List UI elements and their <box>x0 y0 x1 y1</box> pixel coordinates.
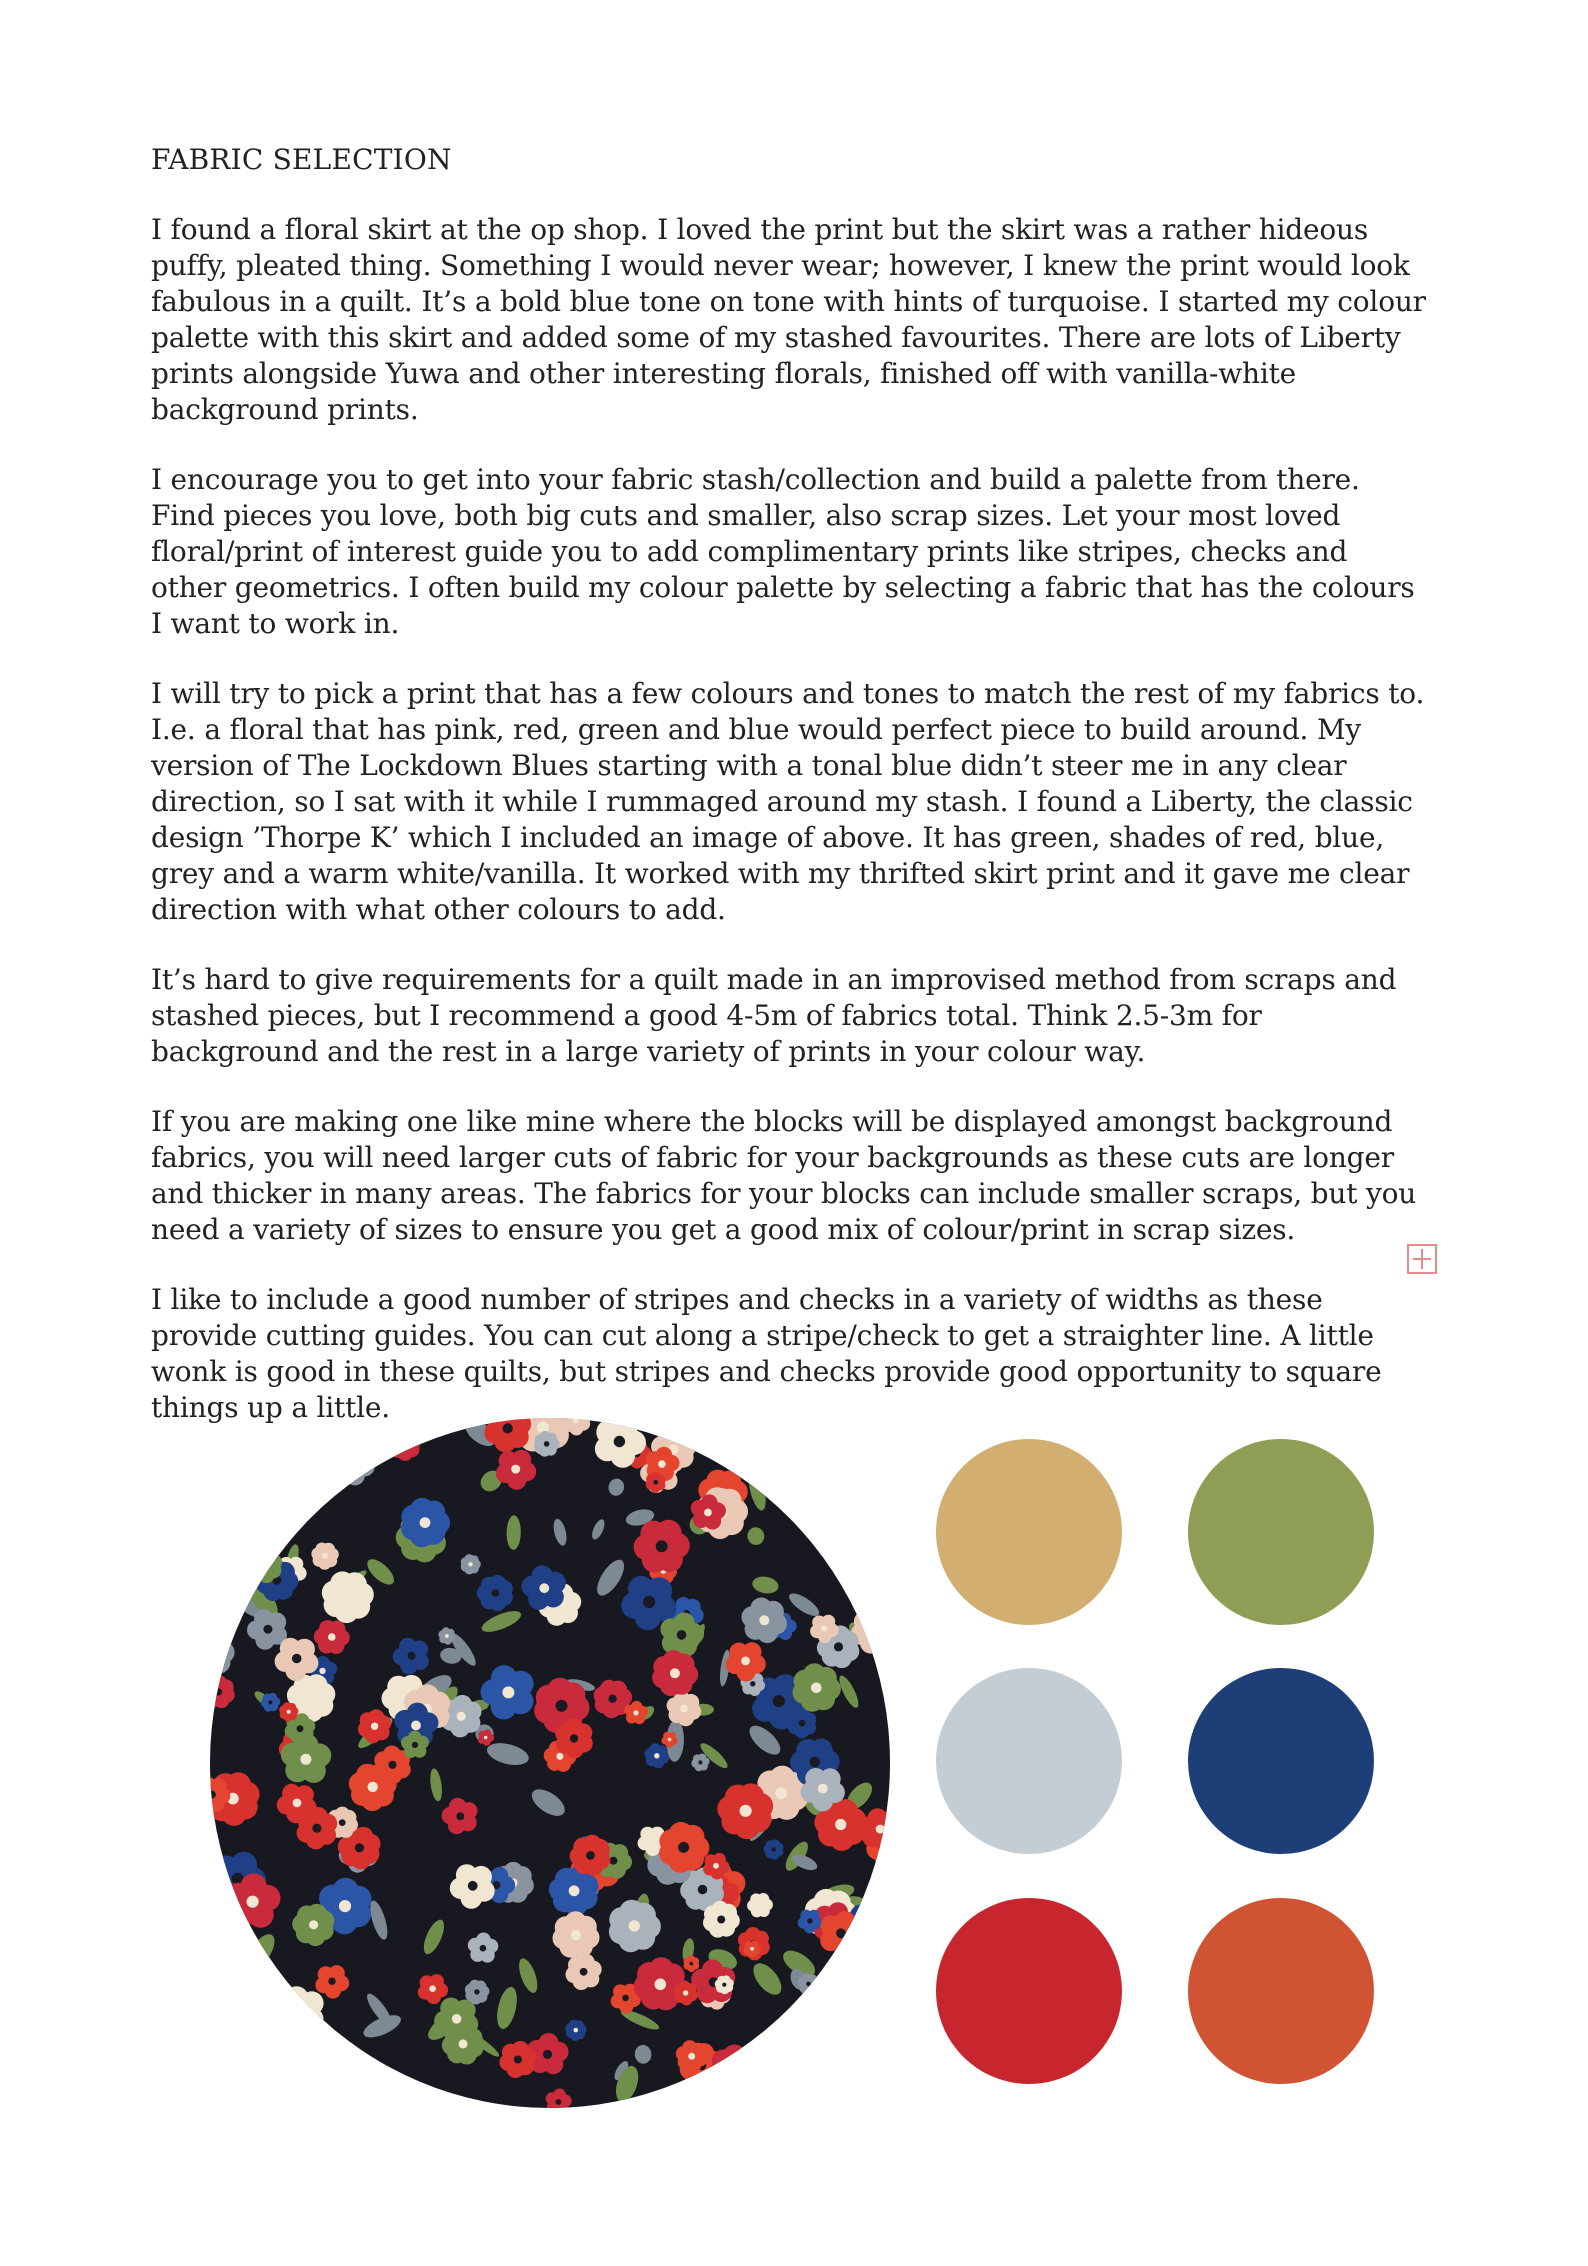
flower-shape <box>566 1954 602 1990</box>
flower-shape <box>461 1554 481 1574</box>
swatch-navy <box>1188 1668 1374 1854</box>
flower-shape <box>315 1965 349 1999</box>
leaf-shape <box>210 1580 227 1598</box>
paragraph-4: It’s hard to give requirements for a quilt made in an improvised method from scraps and stashed pieces, but I recommend a good 4-5m of fabrics total. Think 2.5-3m for background and the rest in a large variety of prints in your colour way. <box>151 963 1397 1068</box>
leaf-shape <box>367 1899 391 1942</box>
flower-shape <box>852 2074 890 2108</box>
flower-shape <box>210 1542 242 1583</box>
flower-shape <box>210 1908 227 1940</box>
leaf-shape <box>479 1607 524 1636</box>
leaf-shape <box>872 1464 890 1476</box>
flower-shape <box>806 2081 836 2108</box>
flower-shape <box>477 1575 513 1611</box>
leaf-shape <box>210 2041 217 2066</box>
floral-fabric-image <box>210 1418 890 2108</box>
leaf-shape <box>243 1930 280 1973</box>
leaf-shape <box>210 1975 226 2014</box>
leaf-shape <box>428 1768 443 1802</box>
flower-shape <box>763 1839 783 1859</box>
leaf-shape <box>317 1460 334 1484</box>
flower-shape <box>442 1798 478 1834</box>
leaf-shape <box>363 1555 398 1589</box>
flower-shape <box>553 1911 600 1957</box>
flower-shape <box>609 1900 661 1953</box>
flower-shape <box>667 1691 702 1726</box>
article-text <box>151 142 1431 1460</box>
leaf-shape <box>791 2011 832 2054</box>
flower-shape <box>468 1933 499 1963</box>
paragraph-6: I like to include a good number of stripes and checks in a variety of widths as these provide cutting guides. You can cut along a stripe/check to get a straighter line. A little wonk is good in these quilts, but stripes and checks provide good opportunity to square things up a little. <box>151 1283 1382 1424</box>
flower-shape <box>393 1638 429 1675</box>
flower-shape <box>322 1571 374 1623</box>
flower-shape <box>849 2072 891 2108</box>
flower-shape <box>267 1525 291 1548</box>
leaf-shape <box>746 1526 766 1547</box>
flower-shape <box>314 1620 350 1654</box>
leaf-shape <box>634 2044 652 2064</box>
flower-shape <box>311 1543 338 1570</box>
leaf-shape <box>506 1515 521 1550</box>
section-heading: FABRIC SELECTION <box>151 143 452 176</box>
leaf-shape <box>515 1956 541 1995</box>
swatch-red <box>936 1898 1122 2084</box>
paragraph-1: I found a floral skirt at the op shop. I loved the print but the skirt was a rather hideous puffy, pleated thing. Something I would never wear; however, I knew the print would look fabulous in a quilt. It’s a bold blue tone on tone with hints of turquoise. I started my colour palette with this skirt and added some of my stashed favourites. There are lots of Liberty prints alongside Yuwa and other interesting florals, finished off with vanilla-white background prints. <box>151 213 1426 426</box>
flower-shape <box>742 2062 762 2082</box>
leaf-shape <box>420 1917 448 1957</box>
leaf-shape <box>791 1484 821 1511</box>
floral-pattern <box>210 1418 890 2108</box>
leaf-shape <box>226 1507 245 1517</box>
flower-shape <box>210 1675 235 1708</box>
flower-shape <box>878 2092 890 2109</box>
flower-shape <box>851 1505 887 1542</box>
leaf-shape <box>786 1589 823 1620</box>
flower-shape <box>768 2023 821 2076</box>
flower-shape <box>279 1702 298 1721</box>
leaf-shape <box>751 1575 780 1596</box>
flower-shape <box>652 1650 698 1696</box>
flower-shape <box>709 2045 760 2095</box>
flower-shape <box>261 1693 281 1712</box>
paragraph-5: If you are making one like mine where the blocks will be displayed amongst background fabrics, you will need larger cuts of fabric for your backgrounds as these cuts are longer and thicker in many areas. The fabrics for your blocks can include smaller scraps, but you need a variety of sizes to ensure you get a good mix of colour/print in scrap sizes. <box>151 1105 1417 1246</box>
swatch-orange-red <box>1188 1898 1374 2084</box>
swatch-tan <box>936 1439 1122 1625</box>
flower-shape <box>827 1504 873 1550</box>
flower-shape <box>257 1478 274 1495</box>
leaf-shape <box>551 1518 569 1547</box>
leaf-shape <box>745 1468 769 1512</box>
swatch-pale-blue-grey <box>936 1668 1122 1854</box>
leaf-shape <box>494 1985 521 2031</box>
leaf-shape <box>274 2043 295 2061</box>
flower-shape <box>442 2023 484 2065</box>
flower-shape <box>496 1450 536 1490</box>
corner-mark-icon <box>1407 1244 1437 1274</box>
leaf-shape <box>796 1989 825 2036</box>
flower-shape <box>820 1911 864 1956</box>
flower-shape <box>747 1893 773 1917</box>
flower-shape <box>837 1537 887 1586</box>
flower-shape <box>803 2053 838 2088</box>
flower-shape <box>418 1974 448 2004</box>
leaf-shape <box>607 1477 626 1498</box>
flower-shape <box>450 1864 495 1909</box>
flower-shape <box>771 2047 804 2079</box>
flower-shape <box>222 1475 251 1504</box>
flower-shape <box>565 2020 587 2041</box>
leaf-shape <box>305 2041 323 2073</box>
paragraph-3: I will try to pick a print that has a few colours and tones to match the rest of my fabrics to. I.e. a floral that has pink, red, green and blue would perfect piece to build around. My version of The Lockdown Blues starting with a tonal blue didn’t steer me in any clear direction, so I sat with it while I rummaged around my stash. I found a Liberty, the classic design ’Thorpe K’ which I included an image of above. It has green, shades of red, blue, grey and a warm white/vanilla. It worked with my thrifted skirt print and it gave me clear direction with what other colours to add. <box>151 677 1425 926</box>
leaf-shape <box>592 1556 629 1600</box>
leaf-shape <box>590 1518 607 1542</box>
flower-shape <box>546 2089 572 2109</box>
leaf-shape <box>612 2063 643 2105</box>
paragraph-2: I encourage you to get into your fabric stash/collection and build a palette from there. Find pieces you love, both big cuts and smaller, also scrap sizes. Let your most loved floral/print of interest guide you to add complimentary prints like stripes, checks and other geometrics. I often build my colour palette by selecting a fabric that has the colours I want to work in. <box>151 463 1415 640</box>
flower-shape <box>275 1986 324 2036</box>
swatch-olive-green <box>1188 1439 1374 1625</box>
flower-shape <box>634 1520 690 1573</box>
flower-shape <box>481 1665 534 1719</box>
flower-shape <box>210 1630 235 1677</box>
leaf-shape <box>527 1784 569 1821</box>
flower-shape <box>522 1565 566 1610</box>
leaf-shape <box>485 1739 531 1769</box>
flower-shape <box>644 1743 669 1768</box>
leaf-shape <box>748 1958 787 1999</box>
